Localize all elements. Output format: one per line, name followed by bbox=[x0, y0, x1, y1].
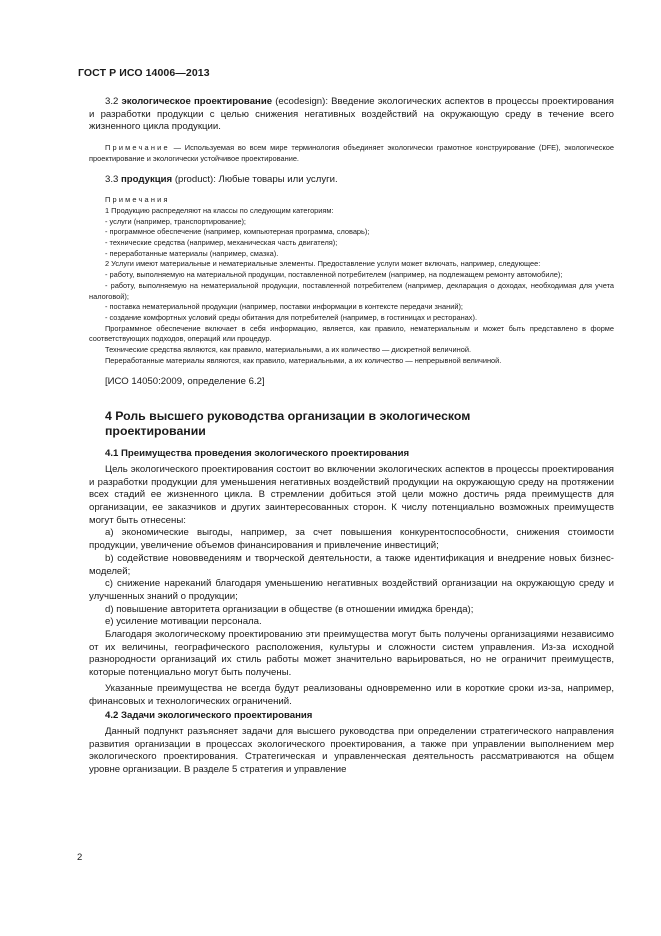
paragraph: Данный подпункт разъясняет задачи для высшего руководства при определении стратегического направления развития организации в процессах экологического проектирования, а также при управлении выполнением мер экологического проектирования. Стратегическая и управленческая деятельность рассматриваются на общем уровне организации. В разделе 5 стратегия и управление bbox=[89, 725, 614, 776]
note-item: - работу, выполняемую на материальной продукции, поставленной потребителем (например, на подлежащем ремонту автомобиле); bbox=[105, 270, 563, 280]
definition-text: (product): Любые товары или услуги. bbox=[172, 173, 338, 185]
note-label: Примечание bbox=[105, 143, 170, 153]
document-header: ГОСТ Р ИСО 14006—2013 bbox=[78, 67, 210, 79]
note-item: - поставка нематериальной продукции (например, поставки информации в контексте передачи знаний); bbox=[105, 302, 463, 312]
subsection-4-2-heading: 4.2 Задачи экологического проектирования bbox=[105, 710, 313, 722]
note-item: - переработанные материалы (например, смазка). bbox=[105, 248, 279, 258]
note-item: Переработанные материалы являются, как правило, материальными, а их количество — непрерывной величиной. bbox=[105, 355, 502, 365]
note-item: Программное обеспечение включает в себя информацию, является, как правило, нематериальным и может быть представлено в форме соответствующих подходов, операций или процедур. bbox=[89, 323, 614, 344]
list-item-b: b) содействие нововведениям и творческой деятельности, а также идентификация и внедрение новых бизнес-моделей; bbox=[89, 552, 614, 577]
note-item: - создание комфортных условий среды обитания для потребителей (например, в гостиницах и ресторанах). bbox=[105, 312, 477, 322]
note-item: - услуги (например, транспортирование); bbox=[105, 216, 246, 226]
section-4-heading-line1: 4 Роль высшего руководства организации в экологическом bbox=[105, 409, 471, 424]
note-item: - технические средства (например, механическая часть двигателя); bbox=[105, 238, 338, 248]
list-item-c: c) снижение нареканий благодаря уменьшению негативных воздействий организации на окружающую среду и улучшенных знаний о продукции; bbox=[89, 578, 614, 602]
note-item: - работу, выполняемую на нематериальной продукции, поставленной потребителем (например, декларация о доходах, необходимая для учета налоговой); bbox=[89, 280, 614, 301]
paragraph: Благодаря экологическому проектированию эти преимущества могут быть получены организациями независимо от их величины, географического расположения, культуры и сложности систем управления. Из-за исходной разнородности организаций их стиль работы может значительно варьироваться, но не ограничит преимуществ, которые потенциально могут быть получены. bbox=[89, 629, 614, 679]
definition-term: продукция bbox=[121, 173, 173, 185]
definition-3-3 bbox=[89, 174, 614, 187]
definition-text: (ecodesign): Введение экологических аспектов в процессы проектирования и разработки продукции с целью снижения негативных воздействий на окружающую среду в течение всего жизненного цикла продукции. bbox=[89, 96, 614, 133]
list-item-e: e) усиление мотивации персонала. bbox=[105, 616, 262, 628]
note-item: Технические средства являются, как правило, материальными, а их количество — дискретной величиной. bbox=[105, 345, 472, 355]
note-text: — Используемая во всем мире терминология объединяет экологически грамотное конструирование (DFE), экологическое проектирование и экологически устойчивое проектирование. bbox=[89, 143, 614, 163]
definition-number: 3.3 bbox=[105, 173, 119, 185]
list-item-d: d) повышение авторитета организации в обществе (в отношении имиджа бренда); bbox=[105, 603, 474, 615]
definition-number: 3.2 bbox=[105, 96, 119, 107]
paragraph: Цель экологического проектирования состоит во включении экологических аспектов в процессы проектирования и разработки продукции для уменьшения негативных воздействий продукции на окружающую среду на протяжении всех стадий ее жизненного цикла. В стремлении добиться этой цели можно достичь ряда преимуществ для организации, ее заказчиков и других заинтересованных сторон. К числу потенциально возможных преимуществ могут быть отнесены: bbox=[89, 463, 614, 526]
note-item: 2 Услуги имеют материальные и нематериальные элементы. Предоставление услуги может включать, например, следующее: bbox=[105, 259, 541, 269]
source-reference: [ИСО 14050:2009, определение 6.2] bbox=[105, 376, 265, 388]
note-item: 1 Продукцию распределяют на классы по следующим категориям: bbox=[105, 205, 334, 215]
subsection-4-1-heading: 4.1 Преимущества проведения экологического проектирования bbox=[105, 448, 410, 460]
note-3-2 bbox=[89, 143, 614, 164]
notes-label: Примечания bbox=[105, 195, 170, 205]
definition-3-2 bbox=[89, 96, 614, 134]
paragraph: Указанные преимущества не всегда будут реализованы одновременно или в короткие сроки из-за, например, финансовых и технологических ограничений. bbox=[89, 682, 614, 707]
note-item: - программное обеспечение (например, компьютерная программа, словарь); bbox=[105, 227, 370, 237]
section-4-heading-line2: проектировании bbox=[105, 423, 206, 438]
list-item-a: a) экономические выгоды, например, за счет повышения конкурентоспособности, снижения стоимости продукции, увеличение объемов финансирования и привлечение инвестиций; bbox=[89, 527, 614, 552]
definition-term: экологическое проектирование bbox=[121, 96, 273, 107]
page-content bbox=[89, 96, 614, 777]
page-number: 2 bbox=[77, 852, 83, 863]
